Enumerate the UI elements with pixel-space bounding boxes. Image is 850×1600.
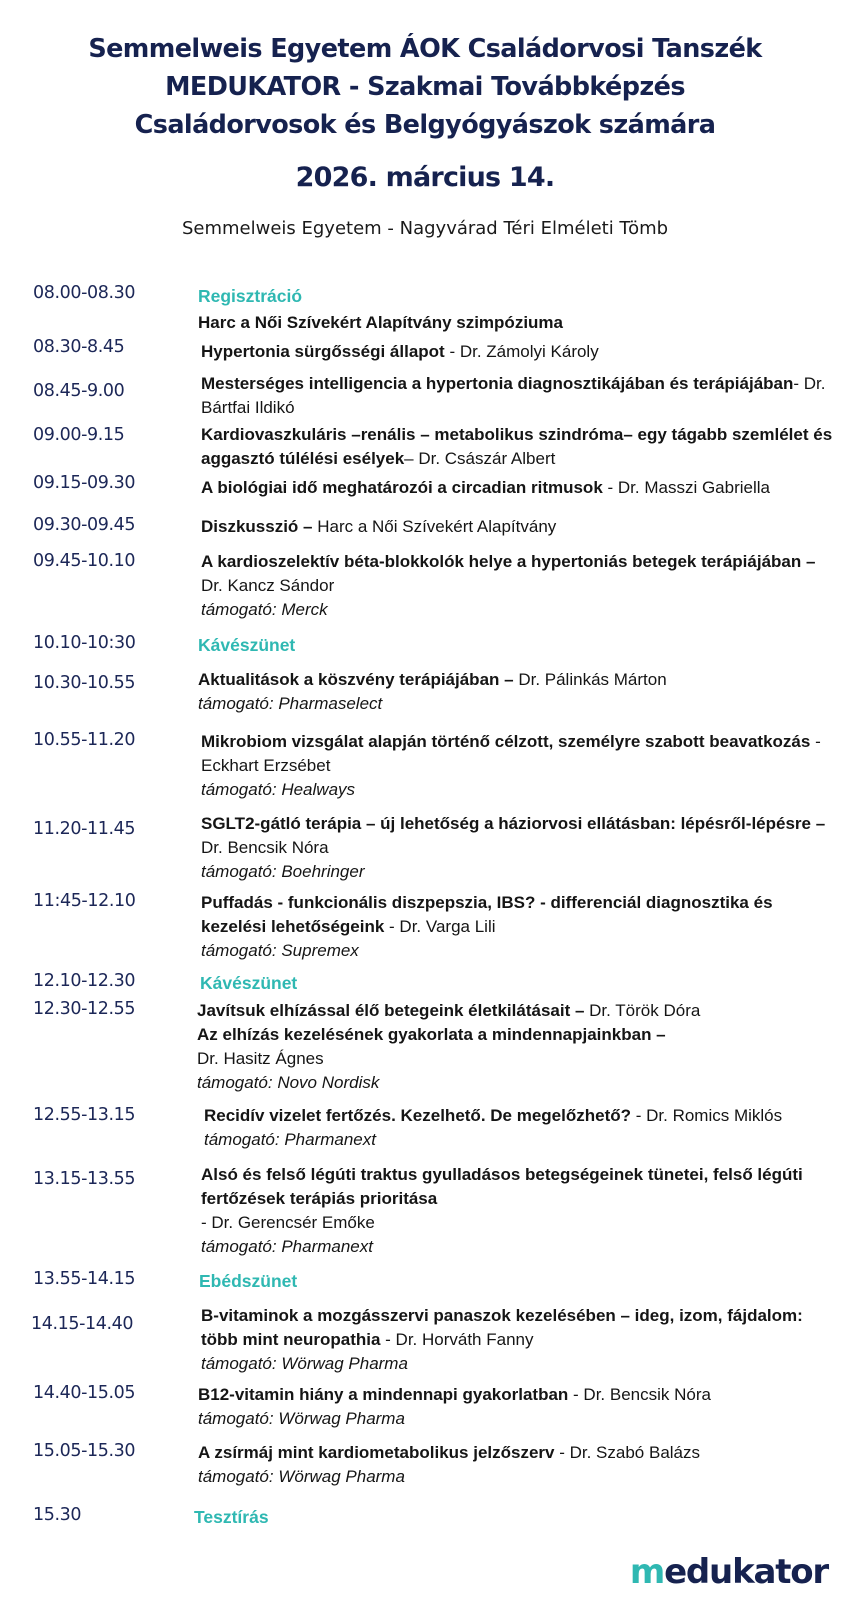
speaker: – Dr. Császár Albert <box>404 449 556 468</box>
row-content <box>201 730 841 802</box>
row-content <box>200 971 840 996</box>
row-content <box>201 423 841 471</box>
speaker: - Dr. Szabó Balázs <box>554 1443 701 1462</box>
row-content <box>201 515 841 539</box>
row-content <box>201 340 841 364</box>
row-time: 11.20-11.45 <box>33 819 136 839</box>
row-time: 09.30-09.45 <box>33 515 136 535</box>
speaker: Dr. Pálinkás Márton <box>513 670 667 689</box>
talk-title: Mikrobiom vizsgálat alapján történő célzott, személyre szabott beavatkozás <box>201 732 811 751</box>
speaker: - Dr. Bártfai Ildikó <box>201 374 826 417</box>
speaker: - Dr. Horváth Fanny <box>380 1330 534 1349</box>
row-content <box>198 1383 838 1431</box>
row-content <box>201 1163 841 1259</box>
row-time: 10.30-10.55 <box>33 673 136 693</box>
row-time: 08.00-08.30 <box>33 283 136 303</box>
row-time: 15.30 <box>33 1505 82 1525</box>
row-time: 08.45-9.00 <box>33 381 125 401</box>
speaker: - Dr. Romics Miklós <box>631 1106 783 1125</box>
row-time: 14.15-14.40 <box>31 1314 134 1334</box>
row-time: 12.10-12.30 <box>33 971 136 991</box>
row-content <box>198 633 838 658</box>
talk-title: Alsó és felső légúti traktus gyulladásos betegségeinek tünetei, felső légúti fertőzések terápiás prioritása <box>201 1165 803 1208</box>
event-date: 2026. március 14. <box>295 162 555 193</box>
talk-title: B-vitaminok a mozgásszervi panaszok kezelésében – ideg, izom, fájdalom: több mint neuropathia <box>201 1306 803 1349</box>
speaker: - Dr. Gerencsér Emőke <box>201 1213 375 1232</box>
break-label: Kávészünet <box>198 635 296 655</box>
talk-title: Kardiovaszkuláris –renális – metabolikus szindróma– egy tágabb szemlélet és aggasztó túlélési esélyek <box>201 425 833 468</box>
row-content <box>201 372 841 420</box>
title-line-1: Semmelweis Egyetem ÁOK Családorvosi Tanszék <box>88 34 762 64</box>
row-content <box>199 1269 839 1294</box>
sponsor: támogató: Novo Nordisk <box>197 1073 380 1092</box>
event-venue: Semmelweis Egyetem - Nagyvárad Téri Elméleti Tömb <box>181 218 669 239</box>
row-content <box>197 999 837 1095</box>
logo-text: edukator <box>664 1552 828 1592</box>
speaker: - Dr. Bencsik Nóra <box>568 1385 711 1404</box>
talk-title: Az elhízás kezelésének gyakorlata a mindennapjainkban – <box>197 1025 666 1044</box>
speaker: Dr. Hasitz Ágnes <box>197 1049 324 1068</box>
row-content <box>201 812 841 884</box>
sponsor: támogató: Wörwag Pharma <box>201 1354 408 1373</box>
row-time: 09.45-10.10 <box>33 551 136 571</box>
sponsor: támogató: Healways <box>201 780 356 799</box>
row-time: 14.40-15.05 <box>33 1383 136 1403</box>
sponsor: támogató: Wörwag Pharma <box>198 1467 405 1486</box>
session-title: Harc a Női Szívekért Alapítvány szimpóziuma <box>198 313 563 332</box>
row-content <box>201 1304 841 1376</box>
sponsor: támogató: Boehringer <box>201 862 365 881</box>
row-content <box>201 550 841 622</box>
speaker: Dr. Török Dóra <box>584 1001 701 1020</box>
row-time: 12.30-12.55 <box>33 999 136 1019</box>
speaker: Dr. Kancz Sándor <box>201 576 335 595</box>
talk-title: Puffadás - funkcionális diszpepszia, IBS? - differenciál diagnosztika és kezelési lehetőségeink <box>201 893 773 936</box>
talk-title: Javítsuk elhízással élő betegeink életkilátásait – <box>197 1001 585 1020</box>
sponsor: támogató: Pharmaselect <box>198 694 383 713</box>
row-time: 08.30-8.45 <box>33 337 125 357</box>
break-label: Tesztírás <box>194 1507 269 1527</box>
sponsor: támogató: Wörwag Pharma <box>198 1409 405 1428</box>
row-content <box>198 1441 838 1489</box>
talk-title: Diszkusszió – <box>201 517 313 536</box>
speaker: - Dr. Masszi Gabriella <box>602 478 770 497</box>
row-content <box>198 284 838 309</box>
talk-title: B12-vitamin hiány a mindennapi gyakorlatban <box>198 1385 569 1404</box>
speaker: Dr. Bencsik Nóra <box>201 838 329 857</box>
row-content <box>204 1104 846 1152</box>
sponsor: támogató: Pharmanext <box>201 1237 373 1256</box>
speaker: - Dr. Varga Lili <box>384 917 496 936</box>
talk-title: Aktualitások a köszvény terápiájában – <box>198 670 514 689</box>
talk-title: A zsírmáj mint kardiometabolikus jelzőszerv <box>198 1443 555 1462</box>
sponsor: támogató: Supremex <box>201 941 359 960</box>
talk-title: Hypertonia sürgősségi állapot <box>201 342 445 361</box>
row-content <box>194 1505 834 1530</box>
row-content <box>201 476 846 500</box>
break-label: Ebédszünet <box>199 1271 298 1291</box>
medukator-logo <box>630 1552 828 1592</box>
row-time: 10.10-10:30 <box>33 633 136 653</box>
page-header <box>0 30 850 242</box>
speaker: Harc a Női Szívekért Alapítvány <box>312 517 557 536</box>
row-content <box>201 891 841 963</box>
sponsor: támogató: Pharmanext <box>204 1130 376 1149</box>
row-time: 11:45-12.10 <box>33 891 136 911</box>
row-time: 09.15-09.30 <box>33 473 136 493</box>
row-time: 10.55-11.20 <box>33 730 136 750</box>
title-line-3: Családorvosok és Belgyógyászok számára <box>134 110 716 140</box>
title-line-2: MEDUKATOR - Szakmai Továbbképzés <box>165 72 685 102</box>
break-label: Kávészünet <box>200 973 298 993</box>
talk-title: Mesterséges intelligencia a hypertonia diagnosztikájában és terápiájában <box>201 374 794 393</box>
speaker: - Eckhart Erzsébet <box>201 732 821 775</box>
row-time: 13.55-14.15 <box>33 1269 136 1289</box>
row-time: 15.05-15.30 <box>33 1441 136 1461</box>
talk-title: Recidív vizelet fertőzés. Kezelhető. De megelőzhető? <box>204 1106 632 1125</box>
talk-title: A biológiai idő meghatározói a circadian ritmusok <box>201 478 603 497</box>
sponsor: támogató: Merck <box>201 600 328 619</box>
talk-title: SGLT2-gátló terápia – új lehetőség a háziorvosi ellátásban: lépésről-lépésre – <box>201 814 826 833</box>
speaker: - Dr. Zámolyi Károly <box>444 342 599 361</box>
row-time: 13.15-13.55 <box>33 1169 136 1189</box>
row-time: 12.55-13.15 <box>33 1105 136 1125</box>
talk-title: A kardioszelektív béta-blokkolók helye a hypertoniás betegek terápiájában – <box>201 552 816 571</box>
logo-mark: m <box>629 1552 665 1592</box>
row-time: 09.00-9.15 <box>33 425 125 445</box>
break-label: Regisztráció <box>198 286 303 306</box>
row-content <box>198 668 838 716</box>
